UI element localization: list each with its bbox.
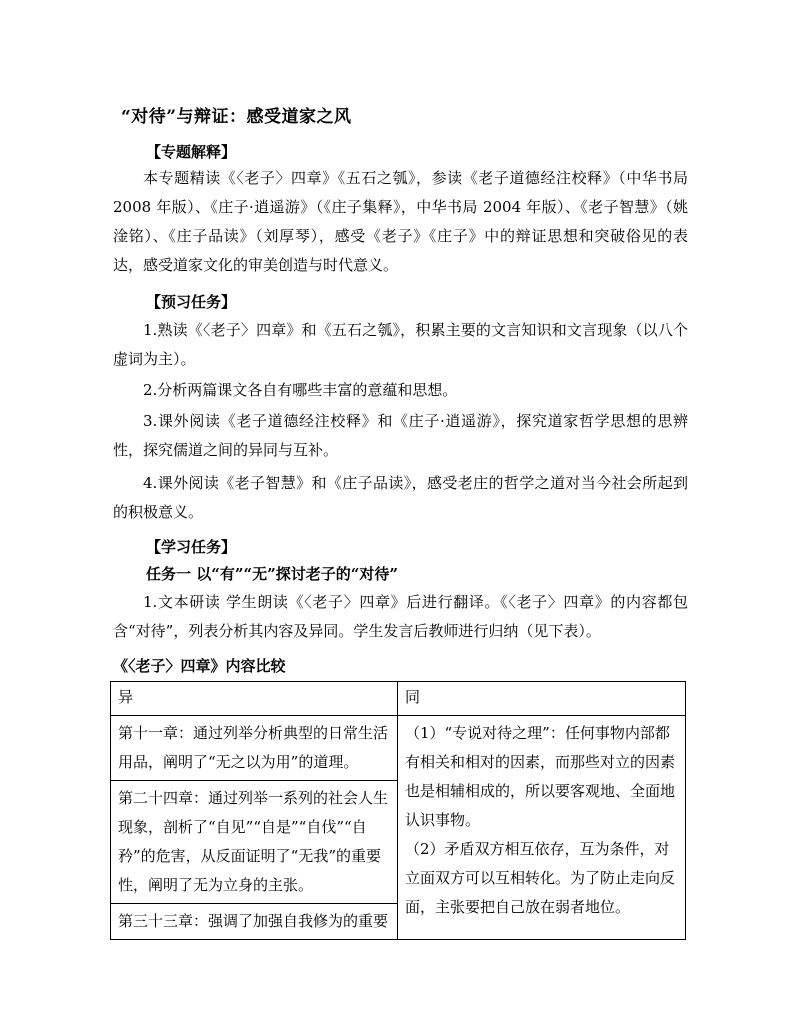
learning-heading: 【学习任务】	[146, 538, 237, 556]
comparison-table	[110, 681, 686, 940]
task1-paragraph: 1.文本研读 学生朗读《〈老子〉四章》后进行翻译。《〈老子〉四章》的内容都包含“对待”，列表分析其内容及异同。学生发言后教师进行归纳（见下表）。	[113, 593, 688, 640]
diff-cell-chapter-24	[111, 781, 398, 904]
table-caption: 《〈老子〉四章》内容比较	[113, 657, 286, 675]
task1-heading: 任务一 以“有”“无”探讨老子的“对待”	[146, 565, 398, 583]
header-diff: 异	[111, 682, 398, 716]
diff-text: 第二十四章：通过列举一系列的社会人生现象，剖析了“自见”“自是”“自伐”“自矜”的危害，从反面证明了“无我”的重要性，阐明了无为立身的主张。	[118, 789, 389, 894]
diff-text: 第十一章：通过列举分析典型的日常生活用品，阐明了“无之以为用”的道理。	[118, 724, 389, 771]
preview-item-1: 1.熟读《〈老子〉四章》和《五石之瓠》，积累主要的文言知识和文言现象（以八个虚词为主）。	[113, 321, 688, 368]
table-header-row	[111, 682, 686, 716]
intro-heading: 【专题解释】	[146, 143, 237, 161]
preview-item-4: 4.课外阅读《老子智慧》和《庄子品读》，感受老庄的哲学之道对当今社会所起到的积极意义。	[113, 474, 688, 521]
same-point-2: （2）矛盾双方相互依存，互为条件，对立面双方可以互相转化。为了防止走向反面，主张要把自己放在弱者地位。	[404, 840, 675, 916]
diff-text: 第三十三章：强调了加强自我修为的重要	[118, 912, 389, 930]
header-same: 同	[397, 682, 685, 716]
same-cell	[397, 716, 685, 940]
same-point-1: （1）“专说对待之理”：任何事物内部都有相关和相对的因素，而那些对立的因素也是相辅相成的，所以要客观地、全面地认识事物。	[404, 724, 675, 829]
intro-paragraph: 本专题精读《〈老子〉四章》《五石之瓠》，参读《老子道德经注校释》（中华书局 2008 年版）、《庄子·逍遥游》（《庄子集释》，中华书局 2004 年版）、《老子智慧》（姚淦铭）、《庄子品读》（刘厚琴），感受《老子》《庄子》中的辩证思想和突破俗见的表达，感受道家文化的审美创造与时代意义。	[113, 169, 688, 274]
preview-item-2: 2.分析两篇课文各自有哪些丰富的意蕴和思想。	[143, 381, 458, 399]
preview-item-3: 3.课外阅读《老子道德经注校释》和《庄子·逍遥游》，探究道家哲学思想的思辨性，探究儒道之间的异同与互补。	[113, 412, 688, 459]
diff-cell-chapter-33	[111, 904, 398, 940]
diff-cell-chapter-11	[111, 716, 398, 781]
table-row	[111, 716, 686, 781]
document-title: “对待”与辩证：感受道家之风	[121, 107, 352, 127]
preview-heading: 【预习任务】	[146, 293, 237, 311]
